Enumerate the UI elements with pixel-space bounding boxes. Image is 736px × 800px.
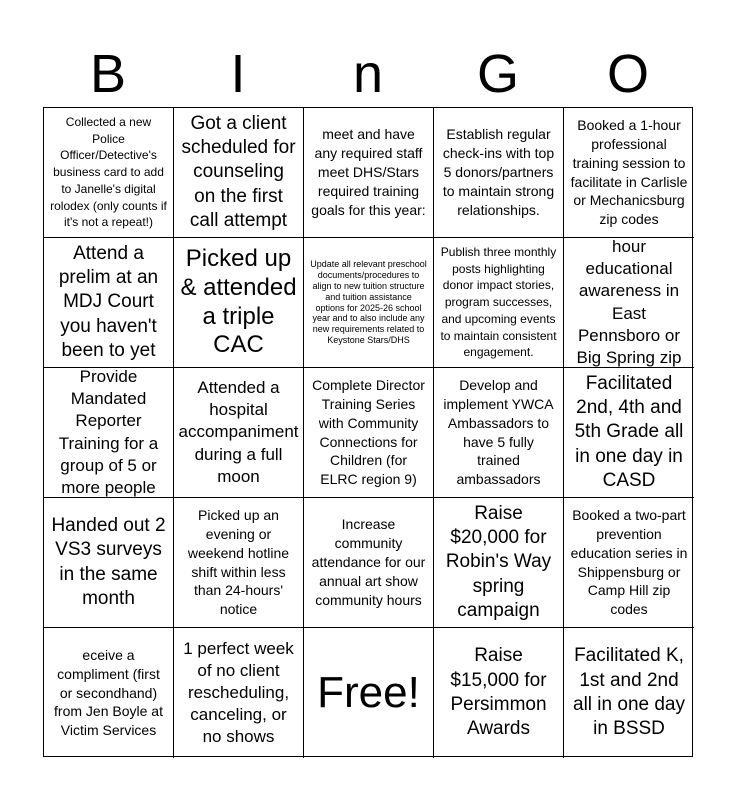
- bingo-cell-r4c5[interactable]: Booked a two-part prevention education series in Shippensburg or Camp Hill zip codes: [564, 498, 694, 628]
- bingo-grid: [43, 107, 693, 757]
- bingo-cell-r4c4[interactable]: Raise $20,000 for Robin's Way spring campaign: [434, 498, 564, 628]
- bingo-cell-r4c2[interactable]: Picked up an evening or weekend hotline shift within less than 24-hours' notice: [174, 498, 304, 628]
- bingo-cell-r2c2[interactable]: Picked up & attended a triple CAC: [174, 238, 304, 368]
- bingo-cell-r3c2[interactable]: Attended a hospital accompaniment during a full moon: [174, 368, 304, 498]
- bingo-cell-r1c5[interactable]: Booked a 1-hour professional training session to facilitate in Carlisle or Mechanicsburg zip codes: [564, 108, 694, 238]
- bingo-cell-r2c1[interactable]: Attend a prelim at an MDJ Court you haven't been to yet: [44, 238, 174, 368]
- header-letter-g: G: [476, 44, 519, 104]
- bingo-cell-r3c3[interactable]: Complete Director Training Series with Community Connections for Children (for ELRC region 9): [304, 368, 434, 498]
- header-letter-o: O: [606, 44, 649, 104]
- bingo-cell-r2c5[interactable]: hour educational awareness in East Pennsboro or Big Spring zip: [564, 238, 694, 368]
- bingo-cell-r3c1[interactable]: Provide Mandated Reporter Training for a group of 5 or more people: [44, 368, 174, 498]
- bingo-header: [43, 40, 693, 108]
- bingo-cell-r5c1[interactable]: eceive a compliment (first or secondhand) from Jen Boyle at Victim Services: [44, 628, 174, 758]
- bingo-cell-r2c4[interactable]: Publish three monthly posts highlighting donor impact stories, program successes, and upcoming events to maintain consistent engagement.: [434, 238, 564, 368]
- bingo-cell-r4c3[interactable]: Increase community attendance for our annual art show community hours: [304, 498, 434, 628]
- header-letter-b: B: [89, 44, 127, 104]
- bingo-cell-r1c3[interactable]: meet and have any required staff meet DHS/Stars required training goals for this year:: [304, 108, 434, 238]
- bingo-cell-free[interactable]: Free!: [304, 628, 434, 758]
- header-letter-i: I: [230, 44, 246, 104]
- bingo-cell-r1c1[interactable]: Collected a new Police Officer/Detective's business card to add to Janelle's digital rolodex (only counts if it's not a repeat!): [44, 108, 174, 238]
- bingo-cell-r5c4[interactable]: Raise $15,000 for Persimmon Awards: [434, 628, 564, 758]
- bingo-cell-r1c2[interactable]: Got a client scheduled for counseling on the first call attempt: [174, 108, 304, 238]
- bingo-cell-r1c4[interactable]: Establish regular check-ins with top 5 donors/partners to maintain strong relationships.: [434, 108, 564, 238]
- bingo-cell-r5c2[interactable]: 1 perfect week of no client rescheduling, canceling, or no shows: [174, 628, 304, 758]
- bingo-cell-r2c3[interactable]: Update all relevant preschool documents/procedures to align to new tuition structure and tuition assistance options for 2025-26 school year and to also include any new requirements related to Keystone Stars/DHS: [304, 238, 434, 368]
- bingo-cell-r3c5[interactable]: Facilitated 2nd, 4th and 5th Grade all in one day in CASD: [564, 368, 694, 498]
- bingo-cell-r4c1[interactable]: Handed out 2 VS3 surveys in the same month: [44, 498, 174, 628]
- header-letter-n: n: [352, 44, 384, 104]
- bingo-cell-r3c4[interactable]: Develop and implement YWCA Ambassadors to have 5 fully trained ambassadors: [434, 368, 564, 498]
- bingo-cell-r5c5[interactable]: Facilitated K, 1st and 2nd all in one day in BSSD: [573, 645, 685, 740]
